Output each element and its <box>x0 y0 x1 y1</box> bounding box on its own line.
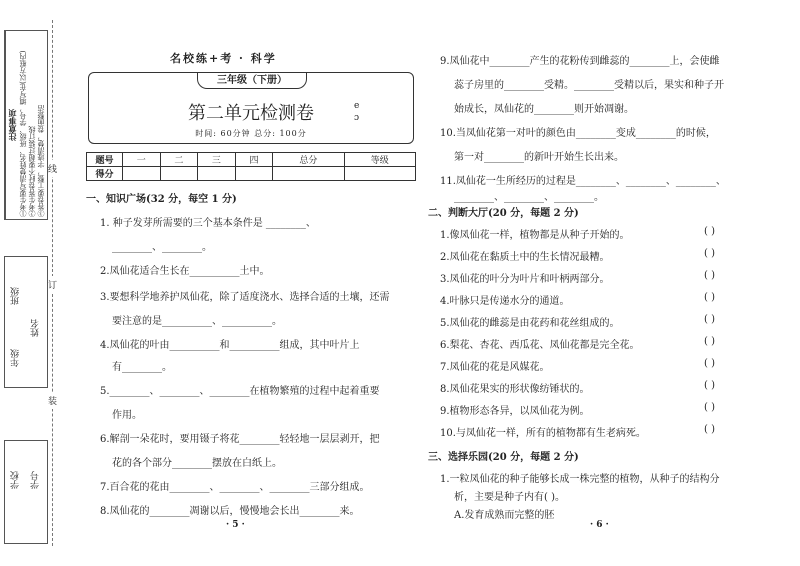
question-line: 7.百合花的花由________、________、________三部分组成。 <box>100 482 370 493</box>
answer-bracket[interactable]: ( ) <box>704 314 715 325</box>
table-row <box>87 167 416 181</box>
cut-label: 线 <box>48 160 57 177</box>
answer-bracket[interactable]: ( ) <box>704 424 715 435</box>
answer-bracket[interactable]: ( ) <box>704 336 715 347</box>
question-line: 析，主要是种子内有( )。 <box>454 492 565 503</box>
answer-bracket[interactable]: ( ) <box>704 270 715 281</box>
judgment-item: 3.凤仙花的叶分为叶片和叶柄两部分。 <box>440 274 610 285</box>
question-line: 8.凤仙花的________凋谢以后，慢慢地会长出________来。 <box>100 506 360 517</box>
table-cell: 一 <box>123 153 161 167</box>
section-heading: 三、选择乐园(20 分，每题 2 分) <box>428 452 579 463</box>
score-input-cell[interactable] <box>198 167 236 181</box>
question-line: 要注意的是__________、__________。 <box>112 316 282 327</box>
answer-bracket[interactable]: ( ) <box>704 248 715 259</box>
table-cell: 四 <box>235 153 273 167</box>
note-line: ①考生要写清楚姓名、班级、学号，填写在(以方框内) <box>19 50 27 217</box>
judgment-item: 10.与凤仙花一样，所有的植物都有生老病死。 <box>440 428 646 439</box>
judgment-item: 6.梨花、杏花、西瓜花、凤仙花都是完全花。 <box>440 340 640 351</box>
judgment-item: 9.植物形态各异，以凤仙花为例。 <box>440 406 590 417</box>
judgment-item: 8.凤仙花果实的形状像纺锤状的。 <box>440 384 590 395</box>
question-line: ________、________。 <box>112 242 212 253</box>
field-label: 学校 <box>11 471 21 489</box>
question-line: 有________。 <box>112 362 172 373</box>
question-line: 4.凤仙花的叶由__________和__________组成，其中叶片上 <box>100 340 360 351</box>
question-line: 始成长，凤仙花的________则开始凋谢。 <box>454 104 634 115</box>
exam-meta: 时间: 60分钟 总分: 100分 <box>195 129 307 138</box>
table-cell: 题号 <box>87 153 123 167</box>
question-line: 作用。 <box>112 410 142 421</box>
page-number: · 6 · <box>590 520 609 530</box>
binding-strip <box>0 0 62 566</box>
table-row <box>87 153 416 167</box>
field-label: 班级 <box>11 287 21 305</box>
question-line: 2.凤仙花适合生长在__________土中。 <box>100 266 270 277</box>
answer-bracket[interactable]: ( ) <box>704 402 715 413</box>
score-input-cell[interactable] <box>123 167 161 181</box>
judgment-item: 1.像凤仙花一样，植物都是从种子开始的。 <box>440 230 630 241</box>
title-box <box>88 72 414 144</box>
score-input-cell[interactable] <box>235 167 273 181</box>
question-line: 1.一粒凤仙花的种子能够长成一株完整的植物，从种子的结构分 <box>440 474 720 485</box>
answer-bracket[interactable]: ( ) <box>704 380 715 391</box>
judgment-item: 5.凤仙花的雌蕊是由花药和花丝组成的。 <box>440 318 620 329</box>
answer-bracket[interactable]: ( ) <box>704 292 715 303</box>
school-id-box <box>4 440 48 544</box>
note-line: ③答卷要工整，字迹清楚，卷面整洁 <box>37 105 45 217</box>
page-title: 第二单元检测卷 <box>188 103 314 124</box>
question-line: 5.________、________、________在植物繁殖的过程中起着重要 <box>100 386 380 397</box>
section-heading: 二、判断大厅(20 分，每题 2 分) <box>428 208 579 219</box>
score-table <box>86 152 416 181</box>
section-heading: 一、知识广场(32 分，每空 1 分) <box>86 194 237 205</box>
score-input-cell[interactable] <box>344 167 415 181</box>
side-mark: e ɔ <box>354 101 360 123</box>
question-line: 10.当凤仙花第一对叶的颜色由________变成________的时候， <box>440 128 716 139</box>
judgment-item: 2.凤仙花在黏质土中的生长情况最糟。 <box>440 252 610 263</box>
judgment-item: 4.叶脉只是传递水分的通道。 <box>440 296 570 307</box>
brand-title: 名校练+考 · 科学 <box>170 52 277 65</box>
question-line: 11.凤仙花一生所经历的过程是________、________、________、 <box>440 176 726 187</box>
class-name-box <box>4 256 48 388</box>
grade-label: 三年级（下册） <box>197 73 307 89</box>
field-label: 姓名 <box>31 319 41 337</box>
cut-label: 装 <box>48 392 57 409</box>
judgment-item: 7.凤仙花的花是风媒花。 <box>440 362 550 373</box>
question-line: ________、________、________。 <box>454 192 604 203</box>
notes-box <box>4 30 48 220</box>
score-input-cell[interactable] <box>160 167 198 181</box>
table-cell: 等级 <box>344 153 415 167</box>
notes-label: 注意事项 <box>5 31 17 219</box>
choice-option[interactable]: A.发育成熟而完整的胚 <box>454 510 555 521</box>
question-line: 1. 种子发芽所需要的三个基本条件是 ________、 <box>100 218 316 229</box>
page-number: · 5 · <box>226 520 245 530</box>
table-cell: 总分 <box>273 153 344 167</box>
note-line: ②考生答卷时不要超过装订线 <box>28 126 36 217</box>
field-label: 学号 <box>31 471 41 489</box>
question-line: 花的各个部分________摆放在白纸上。 <box>112 458 282 469</box>
score-input-cell[interactable] <box>273 167 344 181</box>
table-cell: 二 <box>160 153 198 167</box>
question-line: 6.解剖一朵花时，要用镊子将花________轻轻地一层层剥开，把 <box>100 434 380 445</box>
answer-bracket[interactable]: ( ) <box>704 226 715 237</box>
question-line: 蕊子房里的________受精。________受精以后，果实和种子开 <box>454 80 724 91</box>
cut-label: 订 <box>48 276 57 293</box>
answer-bracket[interactable]: ( ) <box>704 358 715 369</box>
notes-text <box>19 33 45 217</box>
table-cell: 得分 <box>87 167 123 181</box>
question-line: 3.要想科学地养护凤仙花，除了适度浇水、选择合适的土壤，还需 <box>100 292 390 303</box>
question-line: 第一对________的新叶开始生长出来。 <box>454 152 624 163</box>
table-cell: 三 <box>198 153 236 167</box>
field-label: 年级 <box>11 349 21 367</box>
question-line: 9.凤仙花中________产生的花粉传到雌蕊的________上，会使雌 <box>440 56 720 67</box>
